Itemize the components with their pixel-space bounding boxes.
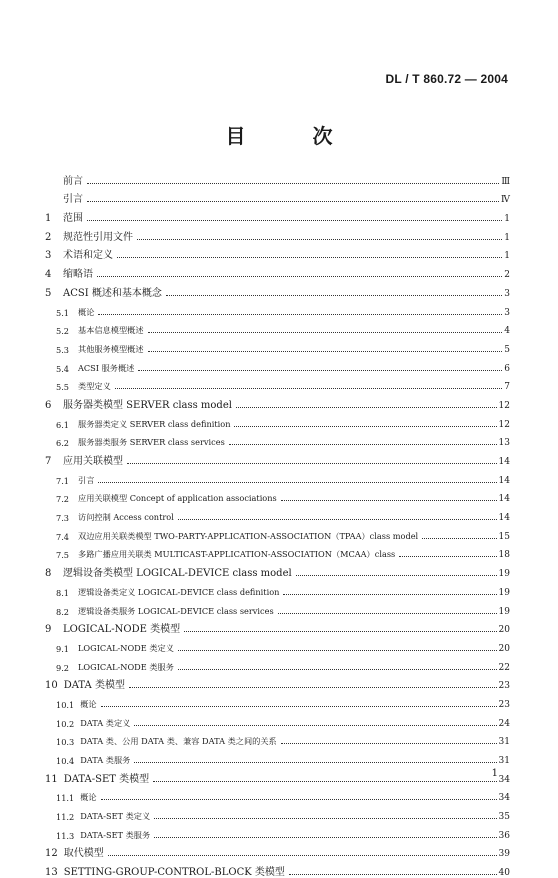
toc-entry-number: 11.1	[56, 793, 75, 804]
dot-leader	[166, 295, 502, 296]
toc-entry	[45, 673, 510, 692]
toc-entry-title: 服务器类定义 SERVER class definition	[78, 418, 231, 429]
dot-leader	[278, 613, 497, 614]
toc-entry	[45, 336, 510, 355]
toc-entry-page: 40	[498, 868, 510, 878]
page-number: 1	[491, 768, 498, 779]
toc-entry	[45, 560, 510, 579]
toc-entry-title: 逻辑设备类服务 LOGICAL-DEVICE class services	[78, 605, 274, 616]
toc-entry-title: SETTING-GROUP-CONTROL-BLOCK 类模型	[63, 867, 285, 878]
toc-entry	[45, 710, 510, 729]
toc-entry	[45, 766, 510, 785]
dot-leader	[101, 799, 497, 800]
toc-entry-page: 1	[504, 214, 510, 225]
toc-entry-page: 36	[498, 830, 510, 841]
toc-entry	[45, 598, 510, 617]
toc-entry-title: 取代模型	[63, 848, 104, 860]
toc-entry-title: DATA 类、公用 DATA 类、兼容 DATA 类之间的关系	[80, 736, 277, 747]
toc-entry-title: 概论	[80, 792, 97, 803]
toc-entry	[45, 747, 510, 766]
dot-leader	[154, 818, 496, 819]
toc-entry-title: 服务器类服务 SERVER class services	[78, 437, 225, 448]
toc-entry-page: 15	[498, 531, 510, 542]
toc-entry-page: 23	[498, 681, 510, 692]
toc-entry-title: 前言	[63, 175, 83, 187]
toc-entry	[45, 280, 510, 299]
dot-leader	[101, 706, 497, 707]
toc-entry-number: 5.1	[56, 307, 70, 318]
toc-entry-title: DATA 类服务	[80, 755, 131, 765]
toc-entry-number: 8.2	[56, 606, 70, 617]
toc-entry-title: 概论	[78, 306, 95, 317]
toc-entry-page: 31	[498, 737, 510, 748]
toc-entry	[45, 205, 510, 224]
dot-leader	[134, 762, 496, 763]
dot-leader	[422, 538, 496, 539]
toc-entry	[45, 355, 510, 374]
toc-entry	[45, 299, 510, 318]
toc-entry-number: 7.4	[56, 531, 70, 542]
toc-entry-title: LOGICAL-NODE 类模型	[63, 624, 181, 636]
dot-leader	[137, 239, 502, 240]
toc-entry-title: 引言	[78, 474, 95, 485]
toc-entry-number: 7.2	[56, 494, 70, 505]
dot-leader	[154, 837, 496, 838]
toc-entry	[45, 691, 510, 710]
toc-entry	[45, 411, 510, 430]
toc-entry-page: 34	[498, 774, 510, 785]
dot-leader	[108, 855, 497, 856]
dot-leader	[138, 370, 502, 371]
toc-entry	[45, 486, 510, 505]
toc-entry	[45, 187, 510, 206]
dot-leader	[289, 874, 497, 875]
toc-entry-title: 基本信息模型概述	[78, 325, 144, 336]
toc-entry	[45, 504, 510, 523]
dot-leader	[129, 687, 497, 688]
dot-leader	[153, 781, 496, 782]
dot-leader	[97, 276, 502, 277]
page-title: 目 次	[225, 124, 363, 148]
toc-entry-title: ACSI 概述和基本概念	[63, 287, 162, 299]
toc-entry	[45, 822, 510, 841]
toc-entry	[45, 579, 510, 598]
dot-leader	[98, 482, 496, 483]
dot-leader	[178, 669, 497, 670]
toc-entry-number: 9	[45, 624, 52, 636]
dot-leader	[236, 407, 497, 408]
toc-entry-number: 6.2	[56, 438, 70, 449]
toc-entry-page: 1	[504, 251, 510, 262]
dot-leader	[98, 314, 502, 315]
toc-entry	[45, 617, 510, 636]
toc-entry-page: Ⅲ	[501, 176, 510, 187]
toc-entry-title: 服务器类模型 SERVER class model	[63, 399, 232, 411]
toc-entry-page: 20	[498, 643, 510, 654]
toc-entry-page: 19	[498, 587, 510, 598]
toc-entry	[45, 392, 510, 411]
toc-entry	[45, 318, 510, 337]
toc-entry-page: 18	[498, 550, 510, 561]
toc-entry-title: 应用关联模型 Concept of application associations	[78, 493, 277, 504]
toc-entry	[45, 467, 510, 486]
toc-entry	[45, 243, 510, 262]
table-of-contents	[45, 168, 510, 878]
dot-leader	[184, 631, 496, 632]
toc-entry-page: 14	[498, 457, 510, 467]
dot-leader	[87, 201, 499, 202]
toc-entry-title: 类型定义	[78, 381, 111, 392]
toc-entry-number: 6.1	[56, 419, 70, 430]
dot-leader	[229, 444, 497, 445]
toc-entry-number: 12	[45, 848, 58, 860]
dot-leader	[127, 463, 497, 464]
toc-entry-page: 31	[498, 756, 510, 766]
toc-entry-page: 2	[504, 270, 510, 281]
toc-entry	[45, 803, 510, 822]
toc-entry	[45, 374, 510, 393]
toc-entry	[45, 168, 510, 187]
dot-leader	[234, 426, 496, 427]
toc-entry-page: 23	[498, 699, 510, 710]
toc-entry-number: 10.1	[56, 699, 75, 710]
toc-entry-page: 14	[498, 513, 510, 524]
toc-entry-title: ACSI 服务概述	[78, 362, 135, 373]
toc-entry-page: 6	[504, 363, 510, 374]
toc-entry-title: DATA 类定义	[80, 717, 131, 728]
toc-entry-number: 4	[45, 269, 52, 281]
toc-entry	[45, 261, 510, 280]
toc-entry-title: 其他服务模型概述	[78, 343, 144, 354]
toc-entry-page: 39	[498, 849, 510, 860]
toc-entry-title: LOGICAL-NODE 类定义	[78, 642, 174, 653]
toc-entry-number: 10.2	[56, 718, 75, 729]
toc-entry	[45, 448, 510, 467]
toc-entry	[45, 841, 510, 860]
toc-entry-title: LOGICAL-NODE 类服务	[78, 661, 174, 672]
toc-entry-page: 1	[504, 232, 510, 243]
toc-entry-number: 8	[45, 568, 52, 580]
toc-entry-title: 概论	[80, 698, 97, 709]
toc-entry-number: 6	[45, 399, 52, 411]
toc-entry-page: 7	[504, 382, 510, 393]
toc-entry-title: 逻辑设备类模型 LOGICAL-DEVICE class model	[63, 568, 292, 580]
document-code: DL / T 860.72 — 2004	[385, 72, 508, 86]
toc-entry-number: 1	[45, 213, 52, 225]
toc-entry-page: 22	[498, 662, 510, 673]
toc-entry	[45, 542, 510, 561]
toc-entry-page: 19	[498, 569, 510, 580]
toc-entry-number: 2	[45, 231, 52, 243]
dot-leader	[148, 332, 503, 333]
toc-entry-number: 9.2	[56, 662, 70, 673]
toc-entry	[45, 430, 510, 449]
dot-leader	[134, 725, 496, 726]
toc-entry-title: DATA-SET 类模型	[63, 773, 150, 785]
dot-leader	[281, 500, 497, 501]
toc-entry-number: 13	[45, 867, 58, 878]
toc-entry-number: 5.2	[56, 326, 70, 337]
toc-entry-page: 12	[498, 419, 510, 430]
toc-entry-number: 10.4	[56, 756, 75, 766]
toc-entry-page: Ⅳ	[501, 195, 510, 206]
toc-entry-title: 术语和定义	[63, 250, 113, 262]
toc-entry-number: 5.5	[56, 382, 70, 393]
toc-entry-number: 10.3	[56, 737, 75, 748]
toc-entry-page: 13	[498, 438, 510, 449]
dot-leader	[117, 257, 502, 258]
toc-entry-number: 3	[45, 250, 52, 262]
toc-entry-title: 范围	[63, 213, 83, 225]
toc-entry	[45, 785, 510, 804]
toc-entry-page: 14	[498, 494, 510, 505]
toc-entry-page: 3	[504, 307, 510, 318]
toc-entry-page: 19	[498, 606, 510, 617]
toc-entry-page: 12	[498, 400, 510, 411]
toc-entry-title: 引言	[63, 194, 83, 206]
toc-entry-title: 逻辑设备类定义 LOGICAL-DEVICE class definition	[78, 586, 280, 597]
toc-entry-number: 7	[45, 456, 52, 467]
toc-entry-number: 11	[45, 773, 58, 785]
toc-entry-title: 双边应用关联类模型 TWO-PARTY-APPLICATION-ASSOCIATION（TPAA）class model	[78, 530, 419, 541]
toc-entry-number: 7.5	[56, 550, 70, 561]
toc-entry-page: 3	[504, 288, 510, 299]
toc-entry	[45, 729, 510, 748]
dot-leader	[281, 743, 497, 744]
dot-leader	[87, 220, 502, 221]
toc-entry-title: 规范性引用文件	[63, 231, 133, 243]
toc-entry-title: DATA 类模型	[63, 680, 125, 692]
dot-leader	[148, 351, 503, 352]
toc-entry	[45, 224, 510, 243]
toc-entry-page: 24	[498, 718, 510, 729]
dot-leader	[178, 519, 497, 520]
toc-entry	[45, 654, 510, 673]
toc-entry-title: 访问控制 Access control	[78, 512, 174, 523]
toc-entry-number: 7.1	[56, 475, 70, 486]
toc-entry-page: 35	[498, 812, 510, 823]
toc-entry	[45, 635, 510, 654]
toc-entry-page: 20	[498, 625, 510, 636]
dot-leader	[178, 650, 497, 651]
toc-entry-page: 4	[504, 326, 510, 337]
toc-entry-number: 11.3	[56, 830, 75, 841]
toc-entry-number: 10	[45, 680, 58, 692]
toc-entry	[45, 523, 510, 542]
toc-entry	[45, 859, 510, 878]
toc-entry-number: 5.3	[56, 344, 70, 355]
toc-entry-number: 5	[45, 287, 52, 299]
toc-entry-title: 多路广播应用关联类 MULTICAST-APPLICATION-ASSOCIATION（MCAA）class	[78, 549, 396, 560]
dot-leader	[115, 388, 503, 389]
toc-entry-title: DATA-SET 类服务	[80, 829, 151, 840]
toc-entry-number: 8.1	[56, 587, 70, 598]
toc-entry-page: 5	[504, 344, 510, 355]
toc-entry-number: 7.3	[56, 513, 70, 524]
toc-entry-number: 11.2	[56, 812, 75, 823]
toc-entry-number: 9.1	[56, 643, 70, 654]
dot-leader	[87, 183, 499, 184]
toc-entry-page: 14	[498, 475, 510, 486]
dot-leader	[399, 556, 496, 557]
toc-entry-title: 应用关联模型	[63, 456, 123, 467]
toc-entry-number: 5.4	[56, 363, 70, 374]
toc-entry-page: 34	[498, 793, 510, 804]
toc-entry-title: 缩略语	[63, 269, 93, 281]
toc-entry-title: DATA-SET 类定义	[80, 811, 151, 822]
dot-leader	[283, 594, 496, 595]
dot-leader	[296, 575, 497, 576]
